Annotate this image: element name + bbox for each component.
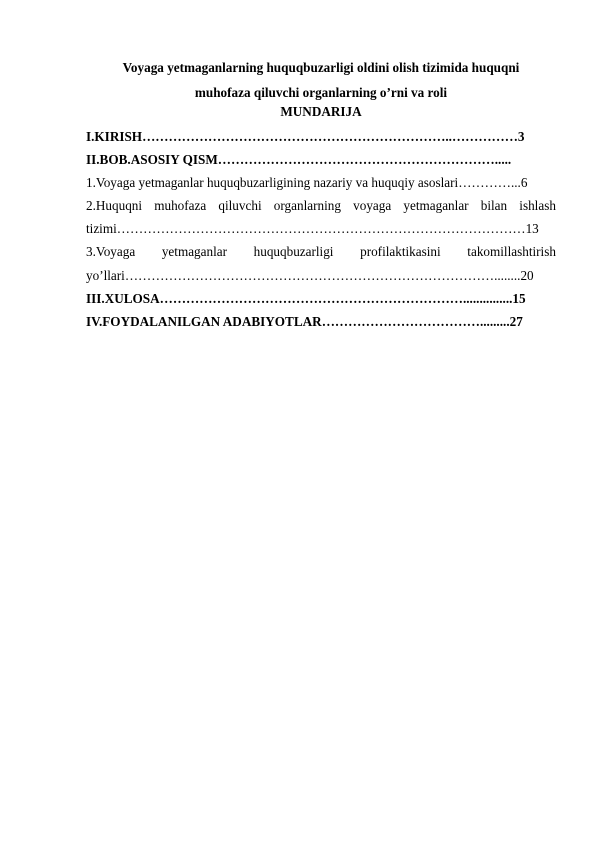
toc-entry-text: I.KIRISH……………………………………………………………..……………3 (86, 129, 525, 144)
toc-entry-text: tizimi…………………………………………………………………………………13 (86, 221, 539, 237)
toc-word: huquqbuzarligi (253, 244, 334, 260)
toc-entry-text: 1.Voyaga yetmaganlar huquqbuzarligining nazariy va huquqiy asoslari…………...6 (86, 175, 528, 191)
toc-word: organlarning (273, 198, 341, 214)
title-line-2: muhofaza qiluvchi organlarning o’rni va roli (194, 84, 448, 100)
toc-entry-section-2-line-1[interactable] (86, 194, 556, 217)
table-of-contents (86, 125, 556, 333)
toc-word: muhofaza (154, 198, 207, 214)
toc-entry-text: II.BOB.ASOSIY QISM………………………………………………………..... (86, 152, 512, 168)
toc-entry-conclusion[interactable] (86, 287, 556, 310)
toc-word: ishlash (519, 198, 556, 214)
toc-entry-main-part[interactable] (86, 148, 556, 171)
toc-word: 3.Voyaga (86, 244, 136, 260)
toc-entry-section-2-line-2[interactable] (86, 217, 556, 240)
document-title (86, 56, 556, 105)
toc-entry-section-3-line-1[interactable] (86, 240, 556, 263)
toc-entry-section-3-line-2[interactable] (86, 264, 556, 287)
toc-word: voyaga (353, 198, 392, 214)
toc-word: profilaktikasini (360, 244, 441, 260)
toc-entry-text: IV.FOYDALANILGAN ADABIYOTLAR……………………………….........27 (86, 313, 523, 329)
contents-heading: MUNDARIJA (280, 104, 362, 119)
toc-word: 2.Huquqni (86, 198, 143, 214)
toc-word: qiluvchi (218, 198, 262, 214)
title-line-1: Voyaga yetmaganlarning huquqbuzarligi oldini olish tizimida huquqni (122, 60, 520, 75)
toc-entry-text: yo’llari…………………………………………………………………………........20 (86, 267, 534, 283)
toc-entry-references[interactable] (86, 310, 556, 333)
toc-word: yetmaganlar (161, 244, 227, 260)
toc-entry-text: III.XULOSA……………………………………………………………...............15 (86, 290, 526, 306)
toc-entry-introduction[interactable] (86, 125, 556, 148)
toc-word: takomillashtirish (467, 244, 556, 260)
toc-word: yetmaganlar (403, 198, 469, 214)
toc-word: bilan (480, 198, 508, 214)
toc-entry-section-1[interactable] (86, 171, 556, 194)
